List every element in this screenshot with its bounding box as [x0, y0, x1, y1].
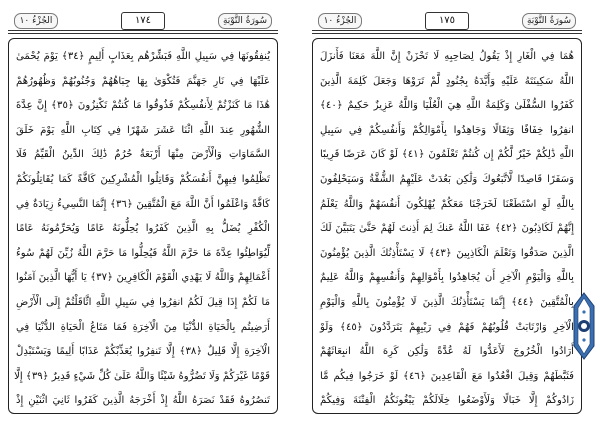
text-line: كَفَرُوا السُّفْلَىٰ وَكَلِمَةُ اللَّهِ هِيَ الْعُلْيَا وَاللَّهُ عَزِيزٌ حَكِيمٌ ﴿٤٠﴾ — [320, 100, 574, 112]
right-header-rule — [312, 30, 582, 34]
text-line: بِالْمُتَّقِينَ ﴿٤٤﴾ إِنَّمَا يَسْتَأْذِنُكَ الَّذِينَ لَا يُؤْمِنُونَ بِاللَّهِ وَالْيَوْمِ — [320, 296, 574, 308]
text-line: أَعْمَالِهِمْ وَاللَّهُ لَا يَهْدِي الْقَوْمَ الْكَافِرِينَ ﴿٣٧﴾ يَا أَيُّهَا الَّذِينَ آمَنُوا — [16, 272, 271, 284]
right-page-number: ۱۷٥ — [425, 12, 469, 30]
text-line: السَّمَاوَاتِ وَالْأَرْضَ مِنْهَا أَرْبَعَةٌ حُرُمٌ ذَٰلِكَ الدِّينُ الْقَيِّمُ فَلَا — [16, 149, 270, 161]
text-line: اللَّهُ سَكِينَتَهُ عَلَيْهِ وَأَيَّدَهُ بِجُنُودٍ لَّمْ تَرَوْهَا وَجَعَلَ كَلِمَةَ الَّذِينَ — [320, 75, 574, 87]
right-page-header — [312, 10, 582, 32]
text-line: هَٰذَا مَا كَنَزْتُمْ لِأَنفُسِكُمْ فَذُوقُوا مَا كُنتُمْ تَكْنِزُونَ ﴿٣٥﴾ إِنَّ عِدَّةَ — [16, 100, 270, 112]
text-line: أَرَادُوا الْخُرُوجَ لَأَعَدُّوا لَهُ عُدَّةً وَلَٰكِن كَرِهَ اللَّهُ انبِعَاثَهُمْ — [320, 346, 574, 358]
text-line: فَثَبَّطَهُمْ وَقِيلَ اقْعُدُوا مَعَ الْقَاعِدِينَ ﴿٤٦﴾ لَوْ خَرَجُوا فِيكُم مَّا — [320, 370, 574, 382]
text-line: الْآخِرِ وَارْتَابَتْ قُلُوبُهُمْ فَهُمْ فِي رَيْبِهِمْ يَتَرَدَّدُونَ ﴿٤٥﴾ وَلَوْ — [320, 321, 574, 333]
text-line: كَافَّةً وَاعْلَمُوا أَنَّ اللَّهَ مَعَ الْمُتَّقِينَ ﴿٣٦﴾ إِنَّمَا النَّسِيءُ زِيَادَةٌ فِي — [16, 198, 270, 210]
text-line: إِنَّهُمْ لَكَاذِبُونَ ﴿٤٢﴾ عَفَا اللَّهُ عَنكَ لِمَ أَذِنتَ لَهُمْ حَتَّىٰ يَتَبَيَّنَ لَكَ — [320, 223, 574, 235]
text-line: قَوْمًا غَيْرَكُمْ وَلَا تَضُرُّوهُ شَيْئًا وَاللَّهُ عَلَىٰ كُلِّ شَيْءٍ قَدِيرٌ ﴿٣٩﴾ إِلَّا — [14, 370, 270, 382]
text-line: تَظْلِمُوا فِيهِنَّ أَنفُسَكُمْ وَقَاتِلُوا الْمُشْرِكِينَ كَافَّةً كَمَا يُقَاتِلُونَكُمْ — [16, 173, 270, 185]
right-page — [312, 10, 582, 414]
text-line: زَادُوكُمْ إِلَّا خَبَالًا وَلَأَوْضَعُوا خِلَالَكُمْ يَبْغُونَكُمُ الْفِتْنَةَ وَفِيكُمْ — [320, 395, 574, 407]
text-line: لِّيُوَاطِئُوا عِدَّةَ مَا حَرَّمَ اللَّهُ فَيُحِلُّوا مَا حَرَّمَ اللَّهُ زُيِّنَ لَهُمْ سُوءُ — [16, 247, 270, 259]
right-text-frame — [312, 38, 582, 414]
text-line: الْآخِرَةِ إِلَّا قَلِيلٌ ﴿٣٨﴾ إِلَّا تَنفِرُوا يُعَذِّبْكُمْ عَذَابًا أَلِيمًا وَيَسْتَبْدِلْ — [16, 346, 270, 358]
text-line: الْكُفْرِ يُضَلُّ بِهِ الَّذِينَ كَفَرُوا يُحِلُّونَهُ عَامًا وَيُحَرِّمُونَهُ عَامًا — [16, 223, 270, 235]
text-line: انفِرُوا خِفَافًا وَثِقَالًا وَجَاهِدُوا بِأَمْوَالِكُمْ وَأَنفُسِكُمْ فِي سَبِيلِ — [320, 124, 574, 136]
text-line: اللَّهِ ذَٰلِكُمْ خَيْرٌ لَّكُمْ إِن كُنتُمْ تَعْلَمُونَ ﴿٤١﴾ لَوْ كَانَ عَرَضًا قَرِيبًا — [320, 149, 574, 161]
right-text-block — [320, 45, 574, 414]
text-line: يُنفِقُونَهَا فِي سَبِيلِ اللَّهِ فَبَشِّرْهُم بِعَذَابٍ أَلِيمٍ ﴿٣٤﴾ يَوْمَ يُحْمَىٰ — [16, 51, 271, 62]
right-header-juz-cartouche: الجُزْءُ ١٠ — [318, 13, 362, 29]
text-line: هُمَا فِي الْغَارِ إِذْ يَقُولُ لِصَاحِبِهِ لَا تَحْزَنْ إِنَّ اللَّهَ مَعَنَا فَأَنزَلَ — [320, 51, 574, 62]
text-line: الشُّهُورِ عِندَ اللَّهِ اثْنَا عَشَرَ شَهْرًا فِي كِتَابِ اللَّهِ يَوْمَ خَلَقَ — [16, 124, 270, 136]
text-line: أَرَضِيتُم بِالْحَيَاةِ الدُّنْيَا مِنَ الْآخِرَةِ فَمَا مَتَاعُ الْحَيَاةِ الدُّنْيَا فِي — [16, 321, 270, 333]
left-page — [8, 10, 278, 414]
text-line: عَلَيْهَا فِي نَارِ جَهَنَّمَ فَتُكْوَىٰ بِهَا جِبَاهُهُمْ وَجُنُوبُهُمْ وَظُهُورُهُمْ — [16, 75, 270, 87]
text-line: بِاللَّهِ وَالْيَوْمِ الْآخِرِ أَن يُجَاهِدُوا بِأَمْوَالِهِمْ وَأَنفُسِهِمْ وَاللَّهُ عَلِيمٌ — [320, 272, 574, 284]
text-line: الَّذِينَ صَدَقُوا وَتَعْلَمَ الْكَاذِبِينَ ﴿٤٣﴾ لَا يَسْتَأْذِنُكَ الَّذِينَ يُؤْمِنُونَ — [320, 247, 574, 259]
left-page-number: ۱۷٤ — [121, 12, 165, 30]
left-header-surah-cartouche: سُورَةُ التَّوْبَةِ — [218, 13, 272, 29]
text-line: وَسَفَرًا قَاصِدًا لَّاتَّبَعُوكَ وَلَٰكِن بَعُدَتْ عَلَيْهِمُ الشُّقَّةُ وَسَيَحْلِفُونَ — [320, 173, 574, 185]
left-header-rule — [8, 30, 278, 34]
left-text-frame — [8, 38, 278, 414]
text-line: تَنصُرُوهُ فَقَدْ نَصَرَهُ اللَّهُ إِذْ أَخْرَجَهُ الَّذِينَ كَفَرُوا ثَانِيَ اثْنَيْنِ إِذْ — [16, 395, 270, 407]
left-text-block — [16, 45, 270, 414]
text-line: مَا لَكُمْ إِذَا قِيلَ لَكُمُ انفِرُوا فِي سَبِيلِ اللَّهِ اثَّاقَلْتُمْ إِلَى الْأَرْضِ — [16, 296, 270, 308]
right-header-surah-cartouche: سُورَةُ التَّوْبَةِ — [522, 13, 576, 29]
hizb-marker-icon — [572, 292, 596, 360]
left-header-juz-cartouche: الجُزْءُ ١٠ — [14, 13, 58, 29]
left-page-header — [8, 10, 278, 32]
text-line: بِاللَّهِ لَوِ اسْتَطَعْنَا لَخَرَجْنَا مَعَكُمْ يُهْلِكُونَ أَنفُسَهُمْ وَاللَّهُ يَعْلَمُ — [320, 198, 574, 210]
